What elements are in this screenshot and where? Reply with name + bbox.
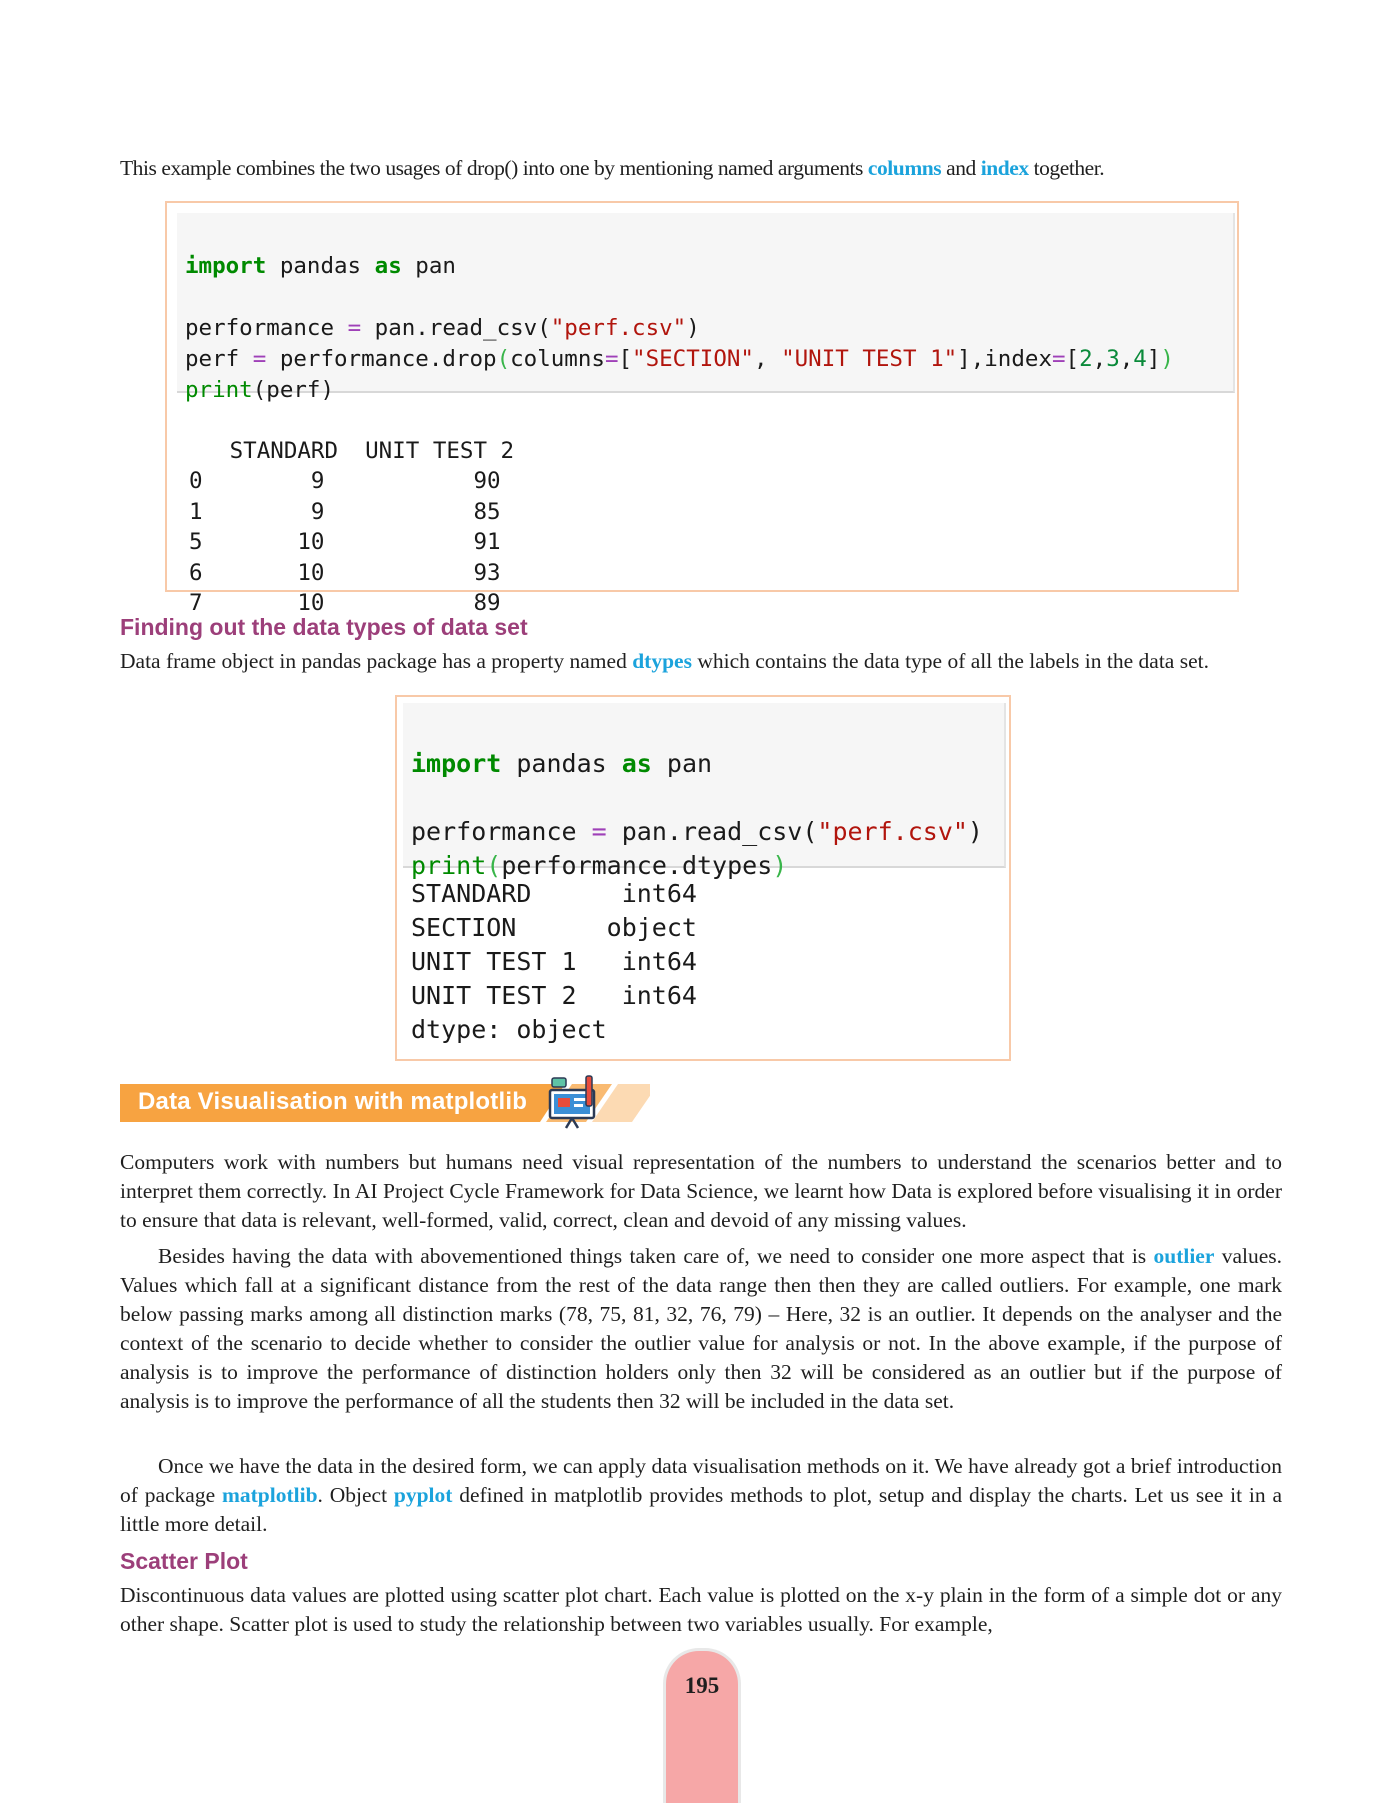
dtype-label: STANDARD	[411, 879, 532, 908]
section-banner-data-visualisation	[120, 1084, 650, 1122]
body-paragraph-3	[120, 1452, 1282, 1539]
output-unit-test-2: 90	[473, 468, 501, 494]
output-row	[189, 527, 514, 558]
page-number-tab	[663, 1648, 741, 1803]
output-standard: 9	[310, 468, 325, 494]
output-row	[189, 558, 514, 589]
dtype-label: SECTION	[411, 913, 517, 942]
p2-text-b: values. Values which fall at a significant distance from the rest of the data range then then they are called outliers. For example, one mark below passing marks among all distinction marks (78, 75, 81, 32, 76, 79) – Here, 32 is an outlier. It depends on the analyser and the context of the scenario to decide whether to consider the outlier value for analysis or not. In the above example, if the purpose of analysis is to improve the performance of distinction holders only then 32 will be considered as an outlier but if the purpose of analysis is to improve the performance of all the students then 32 will be included in the data set.	[120, 1244, 1282, 1413]
dtype-row	[411, 945, 697, 979]
dtype-row	[411, 1013, 697, 1047]
output-row	[189, 497, 514, 528]
output-index: 0	[189, 468, 203, 494]
code-line-5: print(perf)	[185, 377, 335, 403]
dtype-value: int64	[621, 981, 697, 1010]
intro-text-2: together.	[1028, 156, 1105, 180]
output-index: 7	[189, 590, 203, 616]
p3-text-b: . Object	[317, 1483, 394, 1507]
dtypes-text-1: Data frame object in pandas package has a property named	[120, 649, 633, 673]
code2-line-2	[411, 781, 1004, 815]
output-index: 6	[189, 559, 203, 586]
intro-paragraph	[120, 154, 1282, 183]
section-heading-scatter-plot: Scatter Plot	[120, 1548, 248, 1574]
dtype-label: UNIT TEST 2	[411, 981, 577, 1010]
dtype-row	[411, 979, 697, 1013]
code-input	[177, 213, 1235, 403]
keyword-columns: columns	[867, 156, 942, 180]
banner-title: Data Visualisation with matplotlib	[138, 1088, 528, 1115]
output-standard: 10	[297, 529, 325, 555]
output-row	[189, 466, 514, 497]
body-paragraph-1: Computers work with numbers but humans need visual representation of the numbers to understand the scenarios better and to interpret them correctly. In AI Project Cycle Framework for Data Science, we learnt how Data is explored before visualising it in order to ensure that data is relevant, well-formed, valid, correct, clean and devoid of any missing values.	[120, 1150, 1282, 1232]
code2-line-4: print(performance.dtypes)	[411, 851, 788, 880]
code2-line-1: import pandas as pan	[411, 749, 713, 778]
code-line-4: perf = performance.drop(columns=["SECTION", "UNIT TEST 1"],index=[2,3,4])	[185, 346, 1174, 372]
dtypes-paragraph	[120, 647, 1282, 676]
intro-and: and	[941, 156, 981, 180]
output-index: 1	[189, 498, 203, 525]
dtype-label: UNIT TEST 1	[411, 947, 577, 976]
output-standard: 9	[310, 498, 325, 525]
output-unit-test-2: 93	[473, 559, 501, 586]
dtypes-text-2: which contains the data type of all the labels in the data set.	[691, 649, 1209, 673]
keyword-pyplot: pyplot	[393, 1483, 453, 1507]
output-unit-test-2: 85	[473, 498, 501, 525]
code-cell-dtypes-example	[395, 695, 1011, 1061]
keyword-dtypes: dtypes	[632, 649, 692, 673]
code-input-2	[403, 703, 1006, 880]
output-standard: 10	[297, 590, 325, 616]
dtype-value: int64	[621, 879, 697, 908]
scatter-paragraph: Discontinuous data values are plotted using scatter plot chart. Each value is plotted on the x-y plain in the form of a simple dot or any other shape. Scatter plot is used to study the relationship between two variables usually. For example,	[120, 1583, 1282, 1636]
page-number: 195	[684, 1673, 720, 1698]
output-standard: 10	[297, 559, 325, 586]
code-line-3: performance = pan.read_csv("perf.csv")	[185, 315, 700, 341]
code2-line-3: performance = pan.read_csv("perf.csv")	[411, 817, 983, 846]
section-heading-dtypes: Finding out the data types of data set	[120, 614, 528, 640]
keyword-matplotlib: matplotlib	[221, 1483, 318, 1507]
dtype-value: int64	[621, 947, 697, 976]
code-line-1: import pandas as pan	[185, 253, 456, 279]
presentation-icon	[544, 1074, 604, 1130]
p3-text-c: defined in matplotlib provides methods to plot, setup and display the charts. Let us see it in a little more detail.	[120, 1483, 1282, 1536]
code-cell-drop-example	[165, 201, 1239, 616]
dtype-value: object	[606, 913, 697, 942]
dtype-row	[411, 911, 697, 945]
code-output-dtypes	[411, 877, 697, 1047]
output-index: 5	[189, 529, 203, 555]
output-unit-test-2: 91	[473, 529, 501, 555]
body-paragraph-2	[120, 1242, 1282, 1416]
p3-text-a: Once we have the data in the desired form, we can apply data visualisation methods on it. We have already got a brief introduction of package	[120, 1454, 1282, 1507]
dtype-label: dtype: object	[411, 1015, 607, 1044]
intro-text-1: This example combines the two usages of drop() into one by mentioning named arguments	[120, 156, 868, 180]
output-unit-test-2: 89	[473, 590, 501, 616]
output-header: STANDARD UNIT TEST 2	[189, 437, 515, 464]
dtype-row	[411, 877, 697, 911]
keyword-outlier: outlier	[1153, 1244, 1215, 1268]
keyword-index: index	[980, 156, 1029, 180]
p2-text-a: Besides having the data with abovementioned things taken care of, we need to consider one more aspect that is	[158, 1244, 1154, 1268]
code-line-2	[185, 282, 1233, 313]
